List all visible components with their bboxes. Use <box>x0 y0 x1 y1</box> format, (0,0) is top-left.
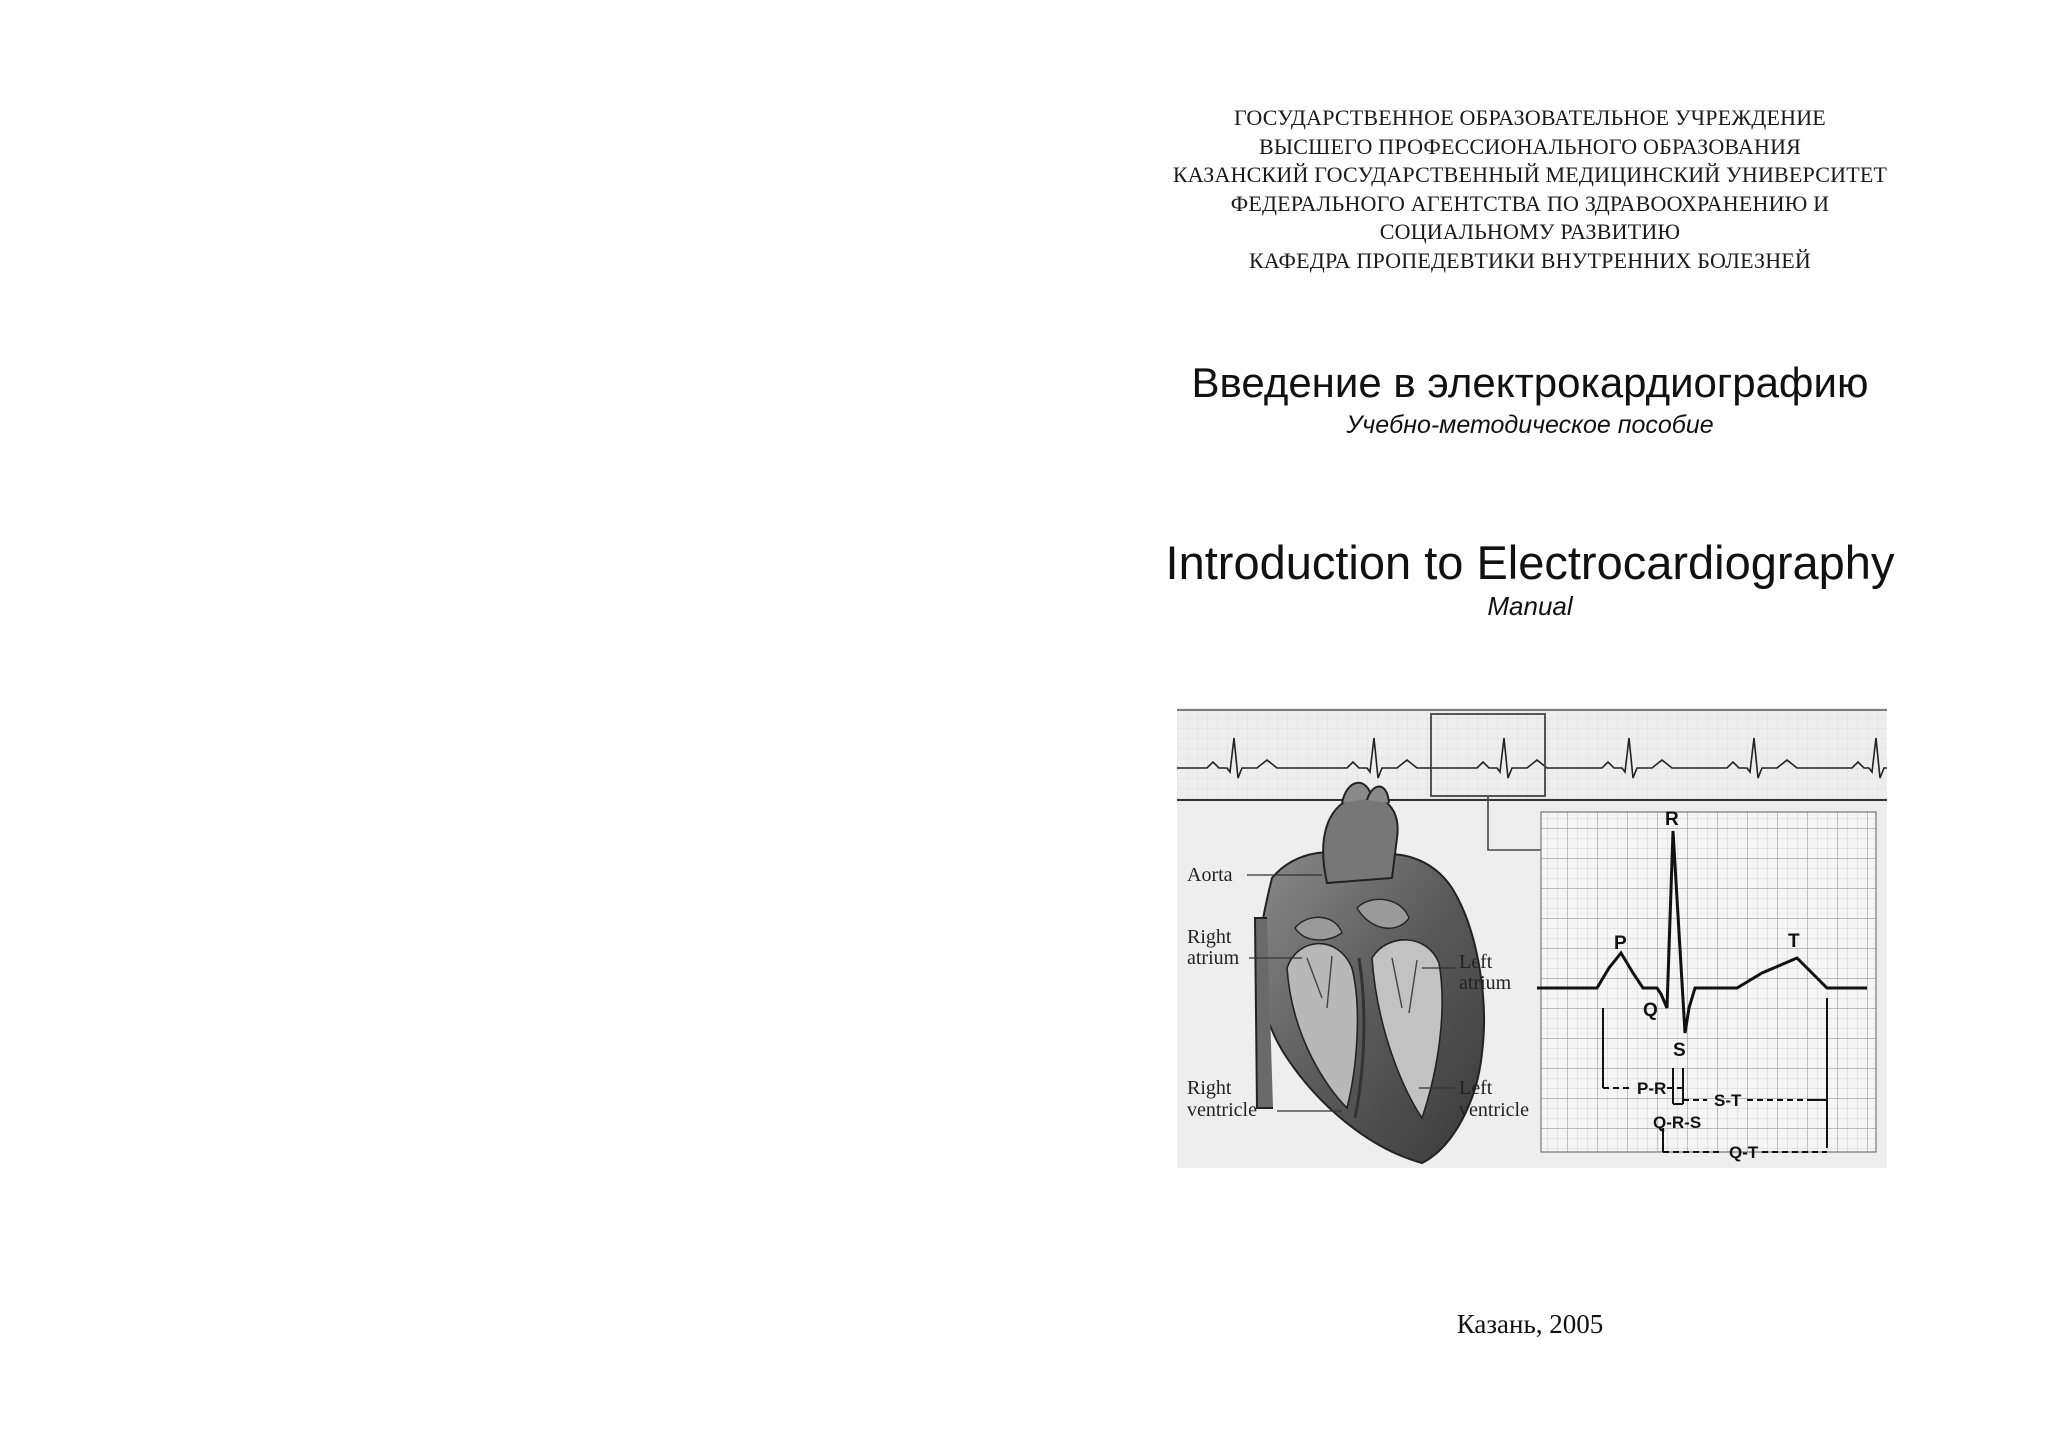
ecg-label-p: P <box>1614 933 1627 954</box>
label-aorta: Aorta <box>1187 864 1233 886</box>
institution-line-3: КАЗАНСКИЙ ГОСУДАРСТВЕННЫЙ МЕДИЦИНСКИЙ УНИВЕРСИТЕТ <box>1172 162 1888 187</box>
ecg-label-pr: P-R <box>1637 1079 1667 1098</box>
label-right-ventricle-line2: ventricle <box>1187 1099 1257 1121</box>
ecg-label-st: S-T <box>1714 1091 1742 1110</box>
ecg-label-r: R <box>1665 809 1679 830</box>
institution-line-2: ВЫСШЕГО ПРОФЕССИОНАЛЬНОГО ОБРАЗОВАНИЯ <box>1258 133 1802 159</box>
subtitle-english: Manual <box>1487 591 1573 621</box>
label-right-atrium-line2: atrium <box>1187 947 1240 969</box>
title-english: Introduction to Electrocardiography <box>1165 536 1895 589</box>
institution-line-1: ГОСУДАРСТВЕННОЕ ОБРАЗОВАТЕЛЬНОЕ УЧРЕЖДЕНИЕ <box>1234 105 1826 130</box>
ecg-label-qrs: Q-R-S <box>1653 1113 1702 1132</box>
institution-header <box>1030 104 2030 275</box>
institution-line-5: СОЦИАЛЬНОМУ РАЗВИТИЮ <box>1379 219 1681 244</box>
subtitle-russian: Учебно-методическое пособие <box>1346 411 1714 439</box>
ecg-rhythm-strip <box>1177 710 1887 800</box>
label-right-ventricle-line1: Right <box>1187 1077 1232 1099</box>
label-left-ventricle-line2: ventricle <box>1459 1099 1529 1121</box>
label-left-ventricle-line1: Left <box>1459 1077 1493 1099</box>
heart-ecg-illustration <box>1177 708 1887 1168</box>
ecg-label-t: T <box>1788 931 1800 952</box>
label-right-atrium-line1: Right <box>1187 926 1232 948</box>
title-russian: Введение в электрокардиографию <box>1191 359 1869 406</box>
ecg-label-s: S <box>1673 1040 1686 1061</box>
institution-line-6: КАФЕДРА ПРОПЕДЕВТИКИ ВНУТРЕННИХ БОЛЕЗНЕЙ <box>1248 247 1812 273</box>
ecg-label-q: Q <box>1643 1000 1658 1021</box>
ecg-label-qt: Q-T <box>1729 1143 1759 1162</box>
label-left-atrium-line1: Left <box>1459 951 1493 973</box>
label-left-atrium-line2: atrium <box>1459 972 1512 994</box>
city-and-year: Казань, 2005 <box>1456 1309 1604 1339</box>
institution-line-4: ФЕДЕРАЛЬНОГО АГЕНТСТВА ПО ЗДРАВООХРАНЕНИЮ И <box>1230 190 1830 216</box>
